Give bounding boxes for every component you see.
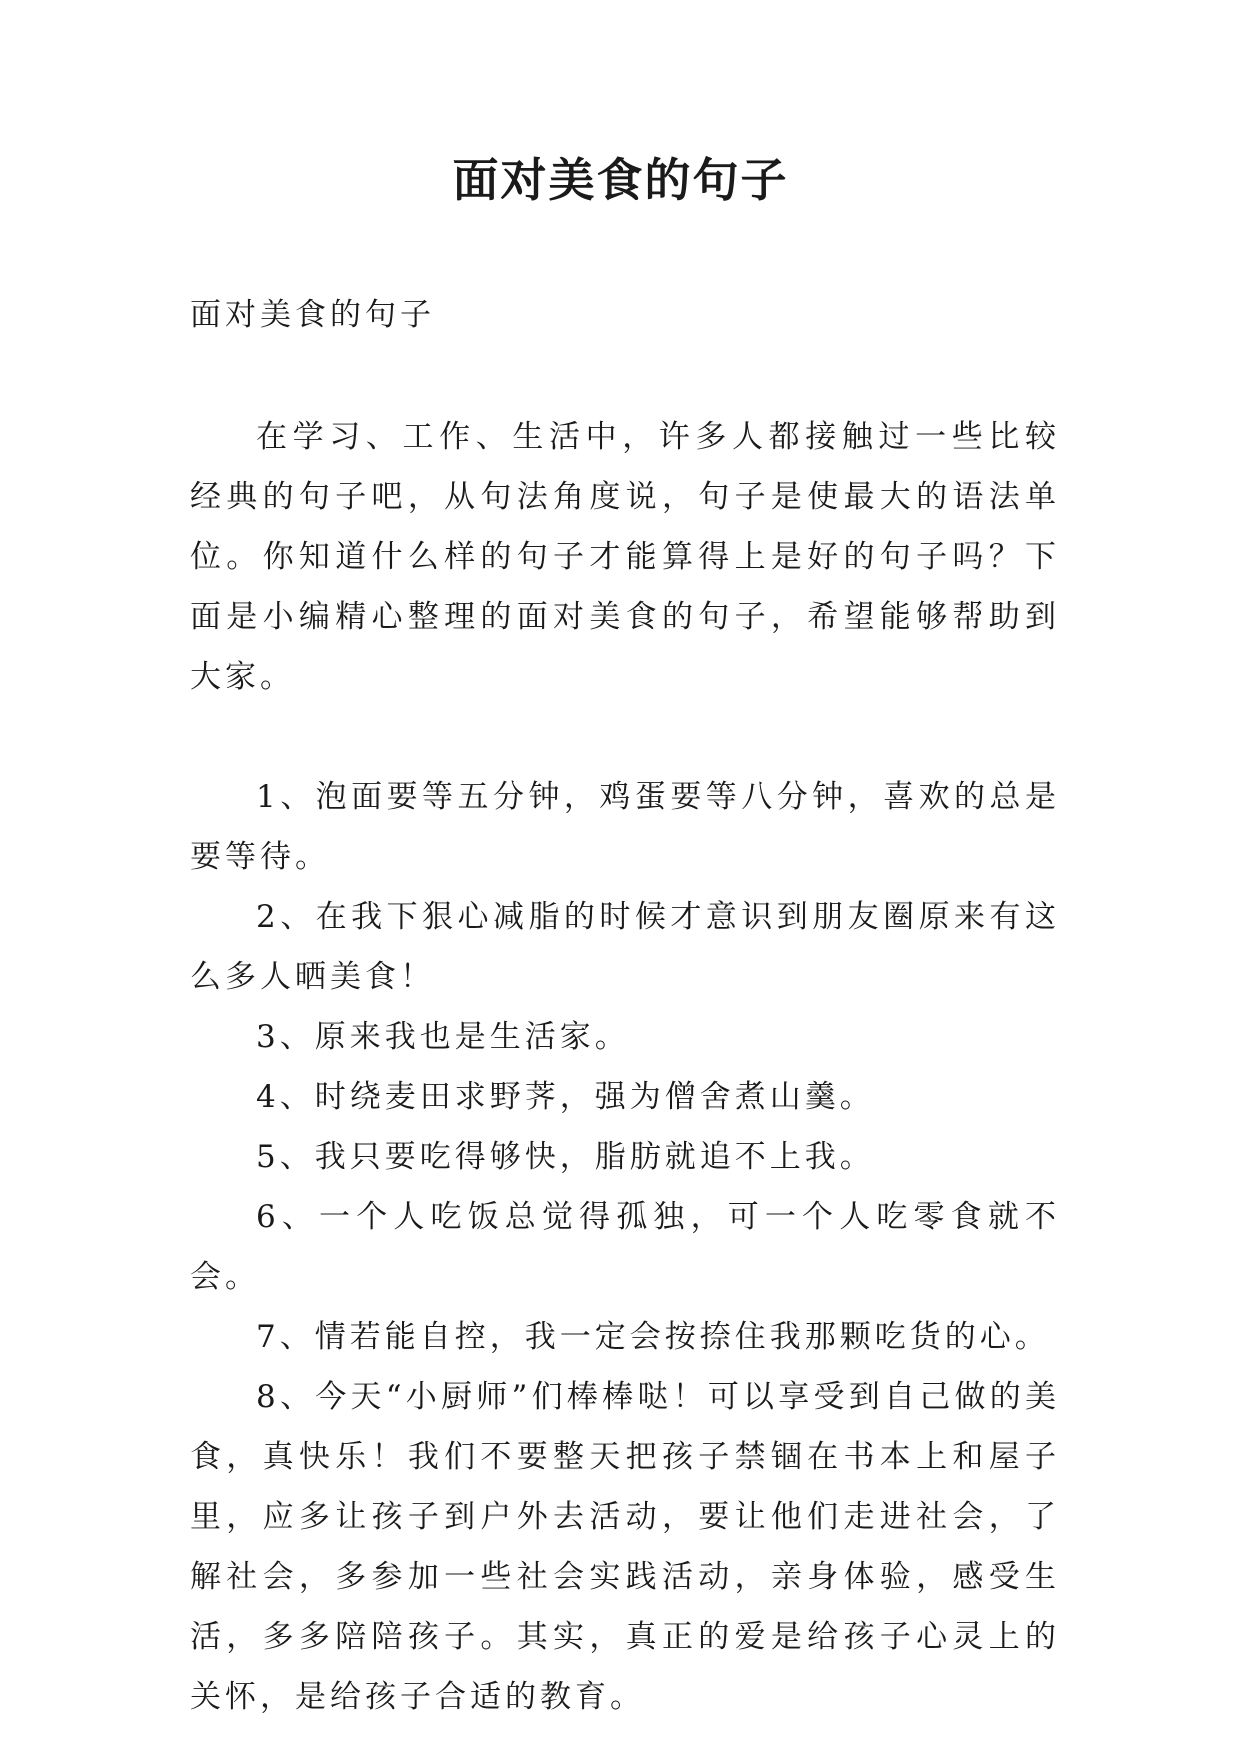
list-item: 8、今天“小厨师”们棒棒哒！可以享受到自己做的美食，真快乐！我们不要整天把孩子禁锢在书本上和屋子里，应多让孩子到户外去活动，要让他们走进社会，了解社会，多参加一些社会实践活动，亲身体验，感受生活，多多陪陪孩子。其实，真正的爱是给孩子心灵上的关怀，是给孩子合适的教育。 xyxy=(190,1379,1060,1715)
list-item: 1、泡面要等五分钟，鸡蛋要等八分钟，喜欢的总是要等待。 xyxy=(190,779,1060,875)
document-body xyxy=(190,285,1060,1727)
list-item: 4、时绕麦田求野荠，强为僧舍煮山羹。 xyxy=(256,1079,875,1115)
sentence-list xyxy=(190,767,1060,1727)
intro-paragraph: 在学习、工作、生活中，许多人都接触过一些比较经典的句子吧，从句法角度说，句子是使最大的语法单位。你知道什么样的句子才能算得上是好的句子吗？下面是小编精心整理的面对美食的句子，希望能够帮助到大家。 xyxy=(190,419,1060,695)
list-item: 7、情若能自控，我一定会按捺住我那颗吃货的心。 xyxy=(256,1319,1050,1355)
list-item: 6、一个人吃饭总觉得孤独，可一个人吃零食就不会。 xyxy=(190,1199,1060,1295)
list-item: 3、原来我也是生活家。 xyxy=(256,1019,630,1055)
document-subtitle: 面对美食的句子 xyxy=(190,297,435,333)
page-title: 面对美食的句子 xyxy=(452,153,789,207)
list-item: 5、我只要吃得够快，脂肪就追不上我。 xyxy=(256,1139,875,1175)
list-item: 2、在我下狠心减脂的时候才意识到朋友圈原来有这么多人晒美食！ xyxy=(190,899,1060,995)
